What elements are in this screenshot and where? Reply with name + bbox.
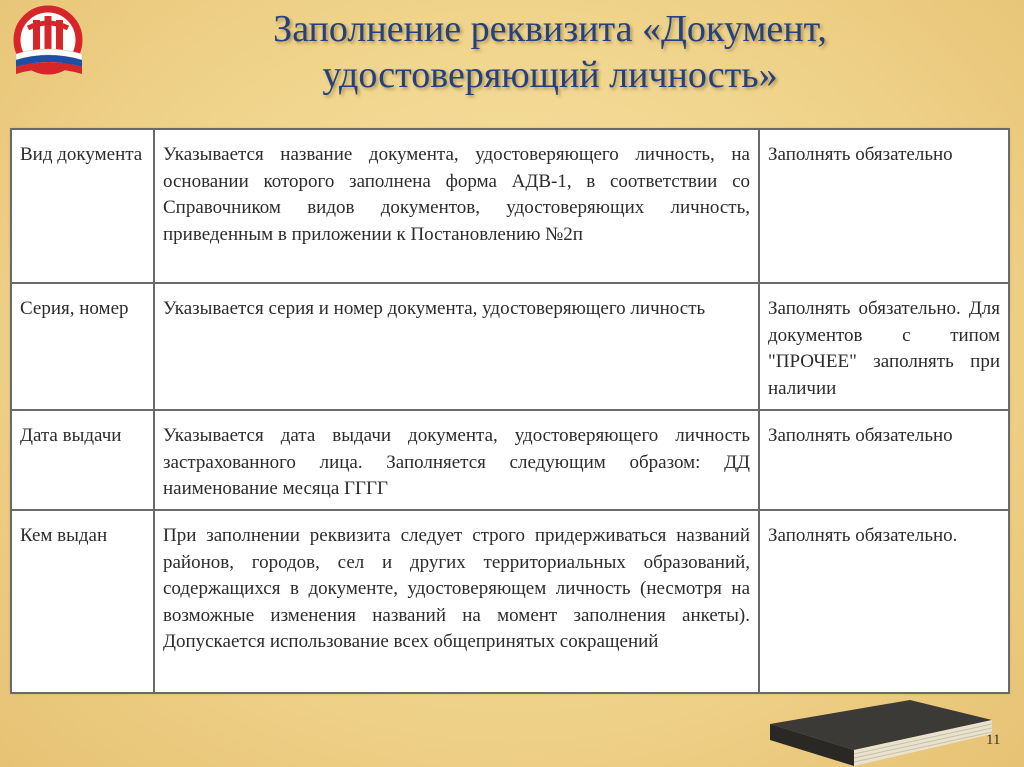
field-requirement-cell: Заполнять обязательно. xyxy=(759,510,1009,693)
table-row xyxy=(11,283,1009,410)
pfr-logo xyxy=(10,4,86,80)
field-requirement-cell: Заполнять обязательно xyxy=(759,129,1009,283)
field-name-cell: Вид документа xyxy=(11,129,154,283)
field-requirement-cell: Заполнять обязательно. Для документов с типом "ПРОЧЕЕ" заполнять при наличии xyxy=(759,283,1009,410)
table-row xyxy=(11,410,1009,510)
field-description-cell: Указывается дата выдачи документа, удостоверяющего личность застрахованного лица. Заполняется следующим образом: ДД наименование месяца ГГГГ xyxy=(154,410,759,510)
table-row xyxy=(11,129,1009,283)
slide-title-line-2: удостоверяющий личность» xyxy=(322,54,778,96)
slide-title-line-1: Заполнение реквизита «Документ, xyxy=(273,8,827,50)
table-row xyxy=(11,510,1009,693)
field-description-cell: Указывается серия и номер документа, удостоверяющего личность xyxy=(154,283,759,410)
field-requirement-cell: Заполнять обязательно xyxy=(759,410,1009,510)
page-number: 11 xyxy=(986,732,1001,748)
requisite-table xyxy=(10,128,1008,692)
slide-title xyxy=(140,6,960,98)
field-name-cell: Серия, номер xyxy=(11,283,154,410)
book-decoration xyxy=(760,694,1000,767)
field-description-cell: При заполнении реквизита следует строго придерживаться названий районов, городов, сел и других территориальных образований, содержащихся в документе, удостоверяющем личность (несмотря на возможные изменения названий на момент заполнения анкеты). Допускается использование всех общепринятых сокращений xyxy=(154,510,759,693)
field-name-cell: Кем выдан xyxy=(11,510,154,693)
field-name-cell: Дата выдачи xyxy=(11,410,154,510)
field-description-cell: Указывается название документа, удостоверяющего личность, на основании которого заполнена форма АДВ-1, в соответствии со Справочником видов документов, удостоверяющих личность, приведенным в приложении к Постановлению №2п xyxy=(154,129,759,283)
